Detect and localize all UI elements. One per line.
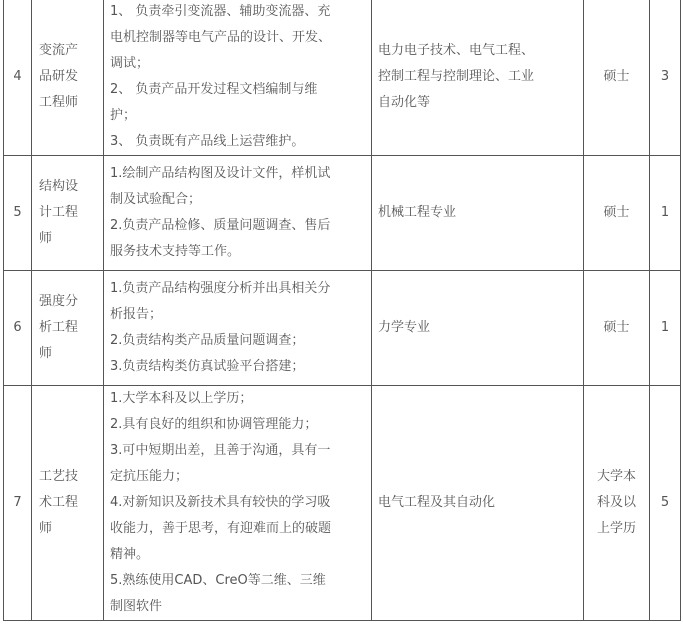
- position-title-cell-line: 强度分: [39, 294, 79, 309]
- duties-cell: [104, 0, 372, 156]
- table-row: [4, 271, 681, 386]
- duties-cell: [104, 386, 372, 621]
- duties-cell-line: 3.可中短期出差，且善于沟通，具有一: [110, 443, 331, 458]
- degree-cell-line: 科及以: [596, 495, 636, 510]
- position-title-cell: [32, 386, 104, 621]
- duties-cell-line: 调试；: [110, 56, 150, 71]
- row-number-cell: 4: [4, 0, 32, 156]
- position-title-cell: [32, 0, 104, 156]
- degree-cell-line: 硕士: [603, 69, 630, 84]
- position-title-cell-line: 师: [39, 231, 53, 246]
- duties-cell-line: 5.熟练使用CAD、CreO等二维、三维: [110, 573, 326, 588]
- major-cell: [372, 0, 584, 156]
- position-title-cell-line: 变流产: [39, 43, 79, 58]
- major-cell: [372, 386, 584, 621]
- duties-cell: [104, 271, 372, 386]
- duties-cell-line: 制图软件: [110, 599, 163, 614]
- duties-cell-line: 定抗压能力；: [110, 469, 189, 484]
- degree-cell: [584, 0, 650, 156]
- duties-cell: [104, 156, 372, 271]
- duties-cell-line: 4.对新知识及新技术具有较快的学习吸: [110, 495, 331, 510]
- duties-cell-line: 1.大学本科及以上学历；: [110, 391, 253, 406]
- table-row: [4, 0, 681, 156]
- position-title-cell-line: 析工程: [39, 320, 79, 335]
- job-requirements-table: [3, 0, 681, 621]
- duties-cell-line: 2.负责产品检修、质量问题调查、售后: [110, 218, 331, 233]
- duties-cell-line: 护；: [110, 108, 137, 123]
- table-body: [4, 0, 681, 621]
- degree-cell: [584, 156, 650, 271]
- duties-cell-line: 服务技术支持等工作。: [110, 244, 241, 259]
- major-cell: [372, 271, 584, 386]
- position-title-cell-line: 结构设: [39, 179, 79, 194]
- duties-cell-line: 精神。: [110, 547, 150, 562]
- position-title-cell-line: 品研发: [39, 69, 79, 84]
- headcount-cell: 3: [650, 0, 681, 156]
- row-number-cell: 7: [4, 386, 32, 621]
- duties-cell-line: 1、 负责牵引变流器、辅助变流器、充: [110, 4, 331, 19]
- degree-cell-line: 大学本: [596, 469, 636, 484]
- major-cell-line: 控制工程与控制理论、工业: [378, 69, 535, 84]
- major-cell-line: 电力电子技术、电气工程、: [378, 43, 535, 58]
- headcount-cell: 5: [650, 386, 681, 621]
- headcount-cell: 1: [650, 156, 681, 271]
- major-cell-line: 自动化等: [378, 95, 431, 110]
- major-cell-line: 电气工程及其自动化: [378, 495, 496, 510]
- major-cell-line: 力学专业: [378, 320, 431, 335]
- duties-cell-line: 2.具有良好的组织和协调管理能力；: [110, 417, 318, 432]
- table-row: [4, 386, 681, 621]
- duties-cell-line: 3、 负责既有产品线上运营维护。: [110, 134, 305, 149]
- duties-cell-line: 析报告；: [110, 307, 163, 322]
- duties-cell-line: 3.负责结构类仿真试验平台搭建；: [110, 359, 305, 374]
- duties-cell-line: 2、 负责产品开发过程文档编制与维: [110, 82, 318, 97]
- degree-cell-line: 硕士: [603, 205, 630, 220]
- duties-cell-line: 收能力，善于思考，有迎难而上的破题: [110, 521, 332, 536]
- table-row: [4, 156, 681, 271]
- headcount-cell: 1: [650, 271, 681, 386]
- position-title-cell-line: 计工程: [39, 205, 79, 220]
- position-title-cell-line: 师: [39, 346, 53, 361]
- degree-cell-line: 上学历: [596, 521, 636, 536]
- major-cell: [372, 156, 584, 271]
- row-number-cell: 6: [4, 271, 32, 386]
- duties-cell-line: 1.负责产品结构强度分析并出具相关分: [110, 281, 331, 296]
- position-title-cell-line: 工艺技: [39, 469, 79, 484]
- degree-cell-line: 硕士: [603, 320, 630, 335]
- major-cell-line: 机械工程专业: [378, 205, 457, 220]
- position-title-cell: [32, 271, 104, 386]
- position-title-cell: [32, 156, 104, 271]
- degree-cell: [584, 271, 650, 386]
- position-title-cell-line: 术工程: [39, 495, 79, 510]
- duties-cell-line: 2.负责结构类产品质量问题调查；: [110, 333, 305, 348]
- row-number-cell: 5: [4, 156, 32, 271]
- position-title-cell-line: 师: [39, 521, 53, 536]
- degree-cell: [584, 386, 650, 621]
- duties-cell-line: 制及试验配合；: [110, 192, 202, 207]
- duties-cell-line: 1.绘制产品结构图及设计文件，样机试: [110, 166, 331, 181]
- duties-cell-line: 电机控制器等电气产品的设计、开发、: [110, 30, 332, 45]
- position-title-cell-line: 工程师: [39, 95, 79, 110]
